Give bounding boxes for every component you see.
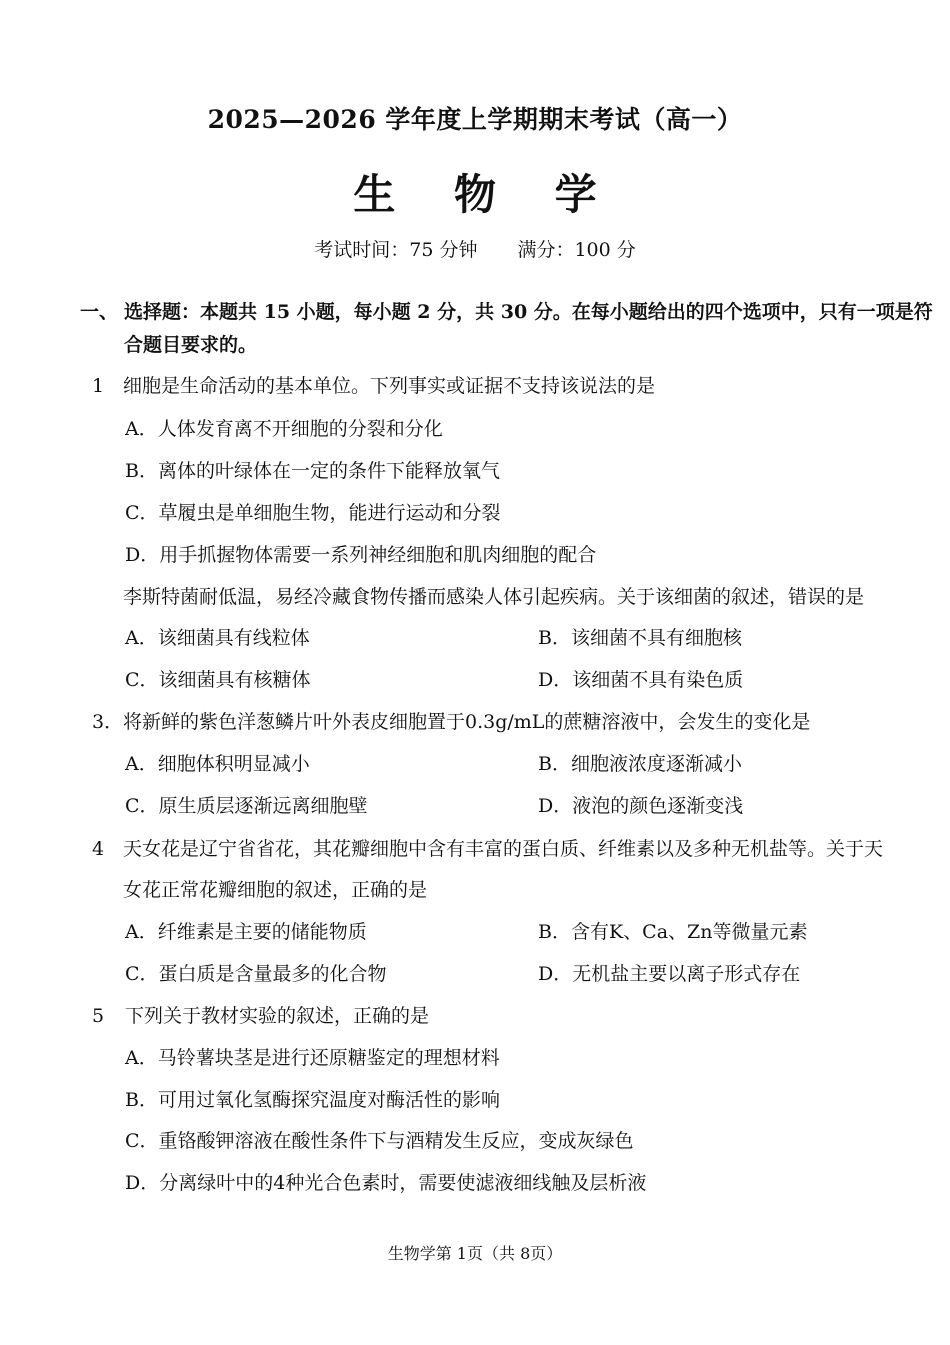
exam-info bbox=[0, 235, 950, 262]
exam-time: 考试时间：75 分钟 bbox=[314, 239, 478, 261]
section-text: 选择题：本题共 15 小题，每小题 2 分，共 30 分。在每小题给出的四个选项中，只有一项是符合题目要求的。 bbox=[124, 301, 933, 356]
question-2-option-a: A．该细菌具有线粒体 bbox=[125, 627, 310, 649]
question-4-option-b: B．含有K、Ca、Zn等微量元素 bbox=[538, 921, 808, 943]
question-5-option-d: D．分离绿叶中的4种光合色素时，需要使滤液细线触及层析液 bbox=[125, 1172, 647, 1194]
question-5-option-c: C．重铬酸钾溶液在酸性条件下与酒精发生反应，变成灰绿色 bbox=[125, 1130, 634, 1152]
question-4-stem-line-2: 女花正常花瓣细胞的叙述，正确的是 bbox=[123, 879, 428, 901]
question-4-number: 4 bbox=[92, 838, 105, 860]
question-4-option-c: C．蛋白质是含量最多的化合物 bbox=[125, 963, 387, 985]
question-2-option-d: D．该细菌不具有染色质 bbox=[538, 669, 744, 691]
question-1-option-c: C．草履虫是单细胞生物，能进行运动和分裂 bbox=[125, 502, 501, 524]
question-5-option-a: A．马铃薯块茎是进行还原糖鉴定的理想材料 bbox=[125, 1047, 500, 1069]
question-4-option-a: A．纤维素是主要的储能物质 bbox=[125, 921, 367, 943]
question-1-option-d: D．用手抓握物体需要一系列神经细胞和肌肉细胞的配合 bbox=[125, 544, 597, 566]
section-number: 一、 bbox=[80, 301, 119, 323]
page-footer: 生物学第 1页（共 8页） bbox=[387, 1244, 563, 1263]
question-3-option-c: C．原生质层逐渐远离细胞壁 bbox=[125, 795, 368, 817]
question-2-stem: 李斯特菌耐低温，易经冷藏食物传播而感染人体引起疾病。关于该细菌的叙述，错误的是 bbox=[123, 586, 865, 608]
question-5-stem: 下列关于教材实验的叙述，正确的是 bbox=[125, 1005, 430, 1027]
question-5-option-b: B．可用过氧化氢酶探究温度对酶活性的影响 bbox=[125, 1089, 500, 1111]
question-1-stem: 细胞是生命活动的基本单位。下列事实或证据不支持该说法的是 bbox=[123, 375, 656, 397]
exam-title: 2025—2026 学年度上学期期末考试（高一） bbox=[207, 105, 743, 134]
full-score: 满分：100 分 bbox=[517, 239, 636, 261]
question-3-option-b: B．细胞液浓度逐渐减小 bbox=[538, 753, 742, 775]
section-instruction bbox=[80, 296, 945, 362]
question-1-option-b: B．离体的叶绿体在一定的条件下能释放氧气 bbox=[125, 460, 500, 482]
question-3-number: 3． bbox=[92, 711, 124, 733]
question-3-option-d: D．液泡的颜色逐渐变浅 bbox=[538, 795, 744, 817]
question-4-stem-line-1: 天女花是辽宁省省花，其花瓣细胞中含有丰富的蛋白质、纤维素以及多种无机盐等。关于天 bbox=[123, 838, 884, 860]
question-1-number: 1 bbox=[92, 375, 105, 397]
question-2-option-b: B．该细菌不具有细胞核 bbox=[538, 627, 742, 649]
question-1-option-a: A．人体发育离不开细胞的分裂和分化 bbox=[125, 418, 443, 440]
question-4-option-d: D．无机盐主要以离子形式存在 bbox=[538, 963, 801, 985]
question-3-stem: 将新鲜的紫色洋葱鳞片叶外表皮细胞置于0.3g/mL的蔗糖溶液中，会发生的变化是 bbox=[123, 711, 811, 733]
question-3-option-a: A．细胞体积明显减小 bbox=[125, 753, 310, 775]
question-5-number: 5 bbox=[92, 1005, 105, 1027]
question-2-option-c: C．该细菌具有核糖体 bbox=[125, 669, 311, 691]
subject-title: 生 物 学 bbox=[353, 170, 619, 219]
